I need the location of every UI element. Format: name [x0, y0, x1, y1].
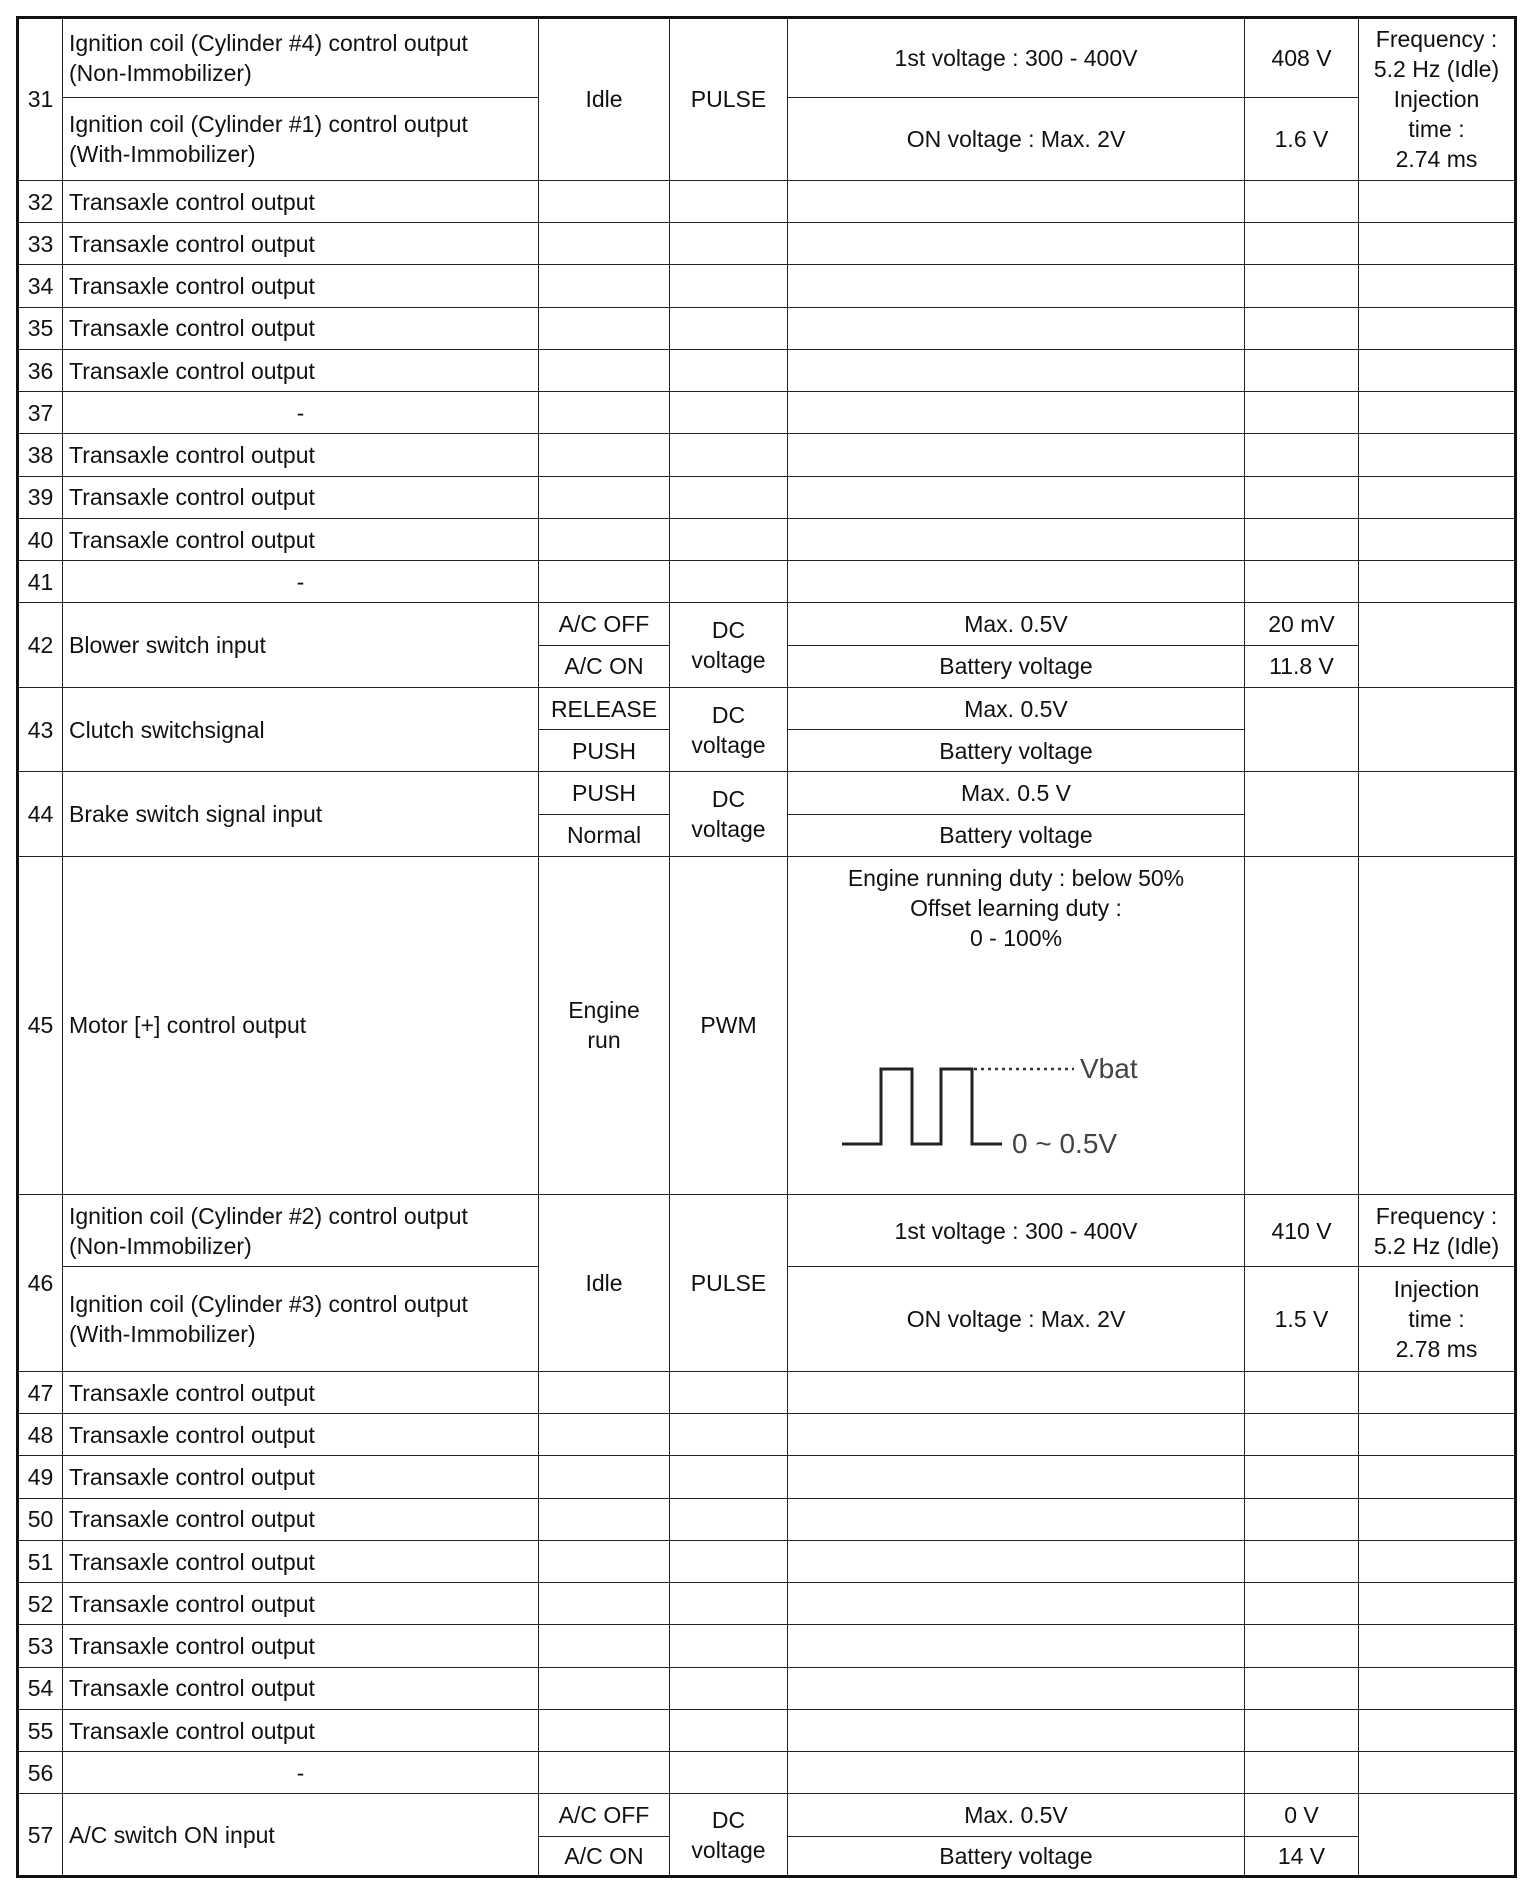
- test-result-cell: 1.6 V: [1245, 98, 1359, 180]
- table-row: [18, 307, 1516, 349]
- remark-line: 5.2 Hz (Idle): [1373, 56, 1500, 83]
- level-cell: [788, 1583, 1245, 1625]
- condition-cell: [539, 1583, 670, 1625]
- condition-cell: [539, 518, 670, 560]
- condition-cell: [539, 1625, 670, 1667]
- ecm-terminal-table: [16, 16, 1517, 1878]
- remark-cell: [1359, 1456, 1516, 1498]
- level-cell: [788, 1498, 1245, 1540]
- condition-cell: [539, 1371, 670, 1413]
- remark-cell: [1359, 687, 1516, 772]
- pin-number: 52: [18, 1583, 63, 1625]
- pin-number: 31: [18, 18, 63, 181]
- remark-cell: [1359, 1583, 1516, 1625]
- remark-cell: [1359, 434, 1516, 476]
- test-result-cell: 11.8 V: [1245, 645, 1359, 687]
- remark-cell: [1359, 1498, 1516, 1540]
- type-cell: [670, 561, 788, 603]
- table-row: [18, 1794, 1516, 1836]
- condition-cell: [539, 307, 670, 349]
- remark-line: time :: [1408, 1306, 1465, 1333]
- condition-cell: Idle: [539, 18, 670, 181]
- low-voltage-label: 0 ~ 0.5V: [1012, 1127, 1118, 1159]
- type-cell: [670, 476, 788, 518]
- level-cell: Max. 0.5V: [788, 1794, 1245, 1836]
- pin-number: 38: [18, 434, 63, 476]
- type-line: DC: [711, 617, 746, 644]
- remark-cell: [1359, 1267, 1516, 1372]
- remark-cell: [1359, 1625, 1516, 1667]
- table-row: [18, 1498, 1516, 1540]
- condition-cell: [539, 1667, 670, 1709]
- level-cell: Battery voltage: [788, 730, 1245, 772]
- remark-line: Injection: [1393, 86, 1480, 113]
- table-row: [18, 1456, 1516, 1498]
- type-cell: [670, 223, 788, 265]
- type-cell: [670, 1709, 788, 1751]
- test-result-cell: [1245, 1583, 1359, 1625]
- test-result-cell: [1245, 180, 1359, 222]
- table-row: [18, 392, 1516, 434]
- test-result-cell: [1245, 772, 1359, 857]
- pwm-waveform-line: [842, 1069, 1002, 1144]
- description-line: Ignition coil (Cylinder #4) control output: [69, 30, 468, 57]
- table-row: [18, 1752, 1516, 1794]
- level-cell: Max. 0.5 V: [788, 772, 1245, 814]
- type-cell: [670, 772, 788, 857]
- condition-cell: [539, 434, 670, 476]
- condition-cell: A/C OFF: [539, 603, 670, 645]
- condition-cell: [539, 856, 670, 1194]
- pin-description: Transaxle control output: [63, 349, 539, 391]
- description-line: Ignition coil (Cylinder #3) control output: [69, 1291, 468, 1318]
- pin-description: [63, 1194, 539, 1266]
- pin-number: 44: [18, 772, 63, 857]
- remark-cell: [1359, 561, 1516, 603]
- test-result-cell: [1245, 307, 1359, 349]
- description-line: (With-Immobilizer): [69, 1321, 256, 1348]
- pin-number: 42: [18, 603, 63, 688]
- type-cell: [670, 1625, 788, 1667]
- type-cell: [670, 349, 788, 391]
- pin-description: Blower switch input: [63, 603, 539, 688]
- test-result-cell: [1245, 1709, 1359, 1751]
- test-result-cell: [1245, 518, 1359, 560]
- remark-cell: [1359, 349, 1516, 391]
- table-row: [18, 518, 1516, 560]
- remark-cell: [1359, 1667, 1516, 1709]
- remark-cell: [1359, 18, 1516, 181]
- pin-description: -: [63, 561, 539, 603]
- condition-cell: RELEASE: [539, 687, 670, 729]
- type-cell: [670, 180, 788, 222]
- remark-cell: [1359, 1794, 1516, 1877]
- pin-number: 37: [18, 392, 63, 434]
- pin-number: 47: [18, 1371, 63, 1413]
- pin-description: Transaxle control output: [63, 1414, 539, 1456]
- remark-cell: [1359, 856, 1516, 1194]
- remark-cell: [1359, 603, 1516, 688]
- level-line: Engine running duty : below 50%: [847, 864, 1185, 891]
- test-result-cell: [1245, 476, 1359, 518]
- type-cell: PULSE: [670, 18, 788, 181]
- test-result-cell: [1245, 223, 1359, 265]
- table-row: [18, 1194, 1516, 1266]
- remark-line: 5.2 Hz (Idle): [1373, 1232, 1500, 1259]
- condition-line: run: [587, 1027, 621, 1054]
- remark-cell: [1359, 518, 1516, 560]
- pin-description: Transaxle control output: [63, 518, 539, 560]
- remark-cell: [1359, 1752, 1516, 1794]
- test-result-cell: 20 mV: [1245, 603, 1359, 645]
- level-cell: [788, 856, 1245, 1194]
- condition-cell: [539, 561, 670, 603]
- table-row: [18, 1625, 1516, 1667]
- type-cell: [670, 307, 788, 349]
- pin-number: 57: [18, 1794, 63, 1877]
- condition-cell: [539, 180, 670, 222]
- condition-cell: [539, 1540, 670, 1582]
- pin-description: Transaxle control output: [63, 434, 539, 476]
- type-cell: [670, 434, 788, 476]
- table-row: [18, 223, 1516, 265]
- type-line: voltage: [691, 816, 766, 843]
- type-line: voltage: [691, 647, 766, 674]
- table-row: [18, 603, 1516, 645]
- test-result-cell: [1245, 1625, 1359, 1667]
- remark-cell: [1359, 1540, 1516, 1582]
- remark-cell: [1359, 1414, 1516, 1456]
- condition-cell: [539, 1456, 670, 1498]
- pin-number: 50: [18, 1498, 63, 1540]
- table-row: [18, 1540, 1516, 1582]
- pwm-waveform-diagram: [794, 1053, 1239, 1163]
- remark-cell: [1359, 265, 1516, 307]
- condition-cell: PUSH: [539, 730, 670, 772]
- pin-description: Transaxle control output: [63, 1371, 539, 1413]
- pin-description: [63, 18, 539, 98]
- condition-cell: [539, 1709, 670, 1751]
- type-line: DC: [711, 1806, 746, 1833]
- test-result-cell: [1245, 1752, 1359, 1794]
- level-cell: 1st voltage : 300 - 400V: [788, 18, 1245, 98]
- condition-cell: [539, 1752, 670, 1794]
- level-cell: [788, 1371, 1245, 1413]
- pin-number: 41: [18, 561, 63, 603]
- pin-description: A/C switch ON input: [63, 1794, 539, 1877]
- table-row: [18, 476, 1516, 518]
- level-cell: ON voltage : Max. 2V: [788, 1267, 1245, 1372]
- condition-cell: [539, 265, 670, 307]
- condition-cell: Normal: [539, 814, 670, 856]
- pin-number: 49: [18, 1456, 63, 1498]
- table-row: [18, 1583, 1516, 1625]
- pin-number: 32: [18, 180, 63, 222]
- table-row: [18, 772, 1516, 814]
- description-line: (Non-Immobilizer): [69, 1232, 252, 1259]
- test-result-cell: [1245, 1371, 1359, 1413]
- table-row: [18, 1414, 1516, 1456]
- pin-description: -: [63, 1752, 539, 1794]
- description-line: (Non-Immobilizer): [69, 60, 252, 87]
- pin-description: Transaxle control output: [63, 1583, 539, 1625]
- table-row: [18, 561, 1516, 603]
- level-cell: [788, 180, 1245, 222]
- level-cell: Battery voltage: [788, 1836, 1245, 1876]
- level-cell: Battery voltage: [788, 814, 1245, 856]
- remark-cell: [1359, 307, 1516, 349]
- pin-number: 53: [18, 1625, 63, 1667]
- level-cell: [788, 1625, 1245, 1667]
- condition-cell: [539, 476, 670, 518]
- table-row: [18, 265, 1516, 307]
- level-cell: [788, 307, 1245, 349]
- type-cell: [670, 687, 788, 772]
- level-line: 0 - 100%: [969, 924, 1063, 951]
- pin-description: -: [63, 392, 539, 434]
- level-cell: [788, 1456, 1245, 1498]
- type-line: voltage: [691, 1836, 766, 1863]
- remark-cell: [1359, 772, 1516, 857]
- remark-cell: [1359, 1709, 1516, 1751]
- level-cell: 1st voltage : 300 - 400V: [788, 1194, 1245, 1266]
- type-line: voltage: [691, 731, 766, 758]
- test-result-cell: [1245, 1456, 1359, 1498]
- level-cell: [788, 518, 1245, 560]
- pin-description: Transaxle control output: [63, 1667, 539, 1709]
- test-result-cell: 410 V: [1245, 1194, 1359, 1266]
- description-line: (With-Immobilizer): [69, 141, 256, 168]
- condition-line: Engine: [568, 997, 640, 1024]
- remark-cell: [1359, 1194, 1516, 1266]
- level-cell: ON voltage : Max. 2V: [788, 98, 1245, 180]
- pin-number: 34: [18, 265, 63, 307]
- pin-description: Transaxle control output: [63, 1625, 539, 1667]
- level-cell: Max. 0.5V: [788, 687, 1245, 729]
- table-row: [18, 1667, 1516, 1709]
- condition-cell: PUSH: [539, 772, 670, 814]
- pin-number: 43: [18, 687, 63, 772]
- pin-description: Transaxle control output: [63, 223, 539, 265]
- test-result-cell: [1245, 434, 1359, 476]
- type-line: DC: [711, 701, 746, 728]
- test-result-cell: [1245, 687, 1359, 772]
- level-cell: [788, 434, 1245, 476]
- pin-description: Transaxle control output: [63, 1709, 539, 1751]
- table-row: [18, 18, 1516, 98]
- level-cell: [788, 1540, 1245, 1582]
- description-line: Ignition coil (Cylinder #2) control output: [69, 1202, 468, 1229]
- condition-cell: Idle: [539, 1194, 670, 1371]
- level-cell: [788, 1667, 1245, 1709]
- pin-description: Transaxle control output: [63, 1498, 539, 1540]
- test-result-cell: [1245, 561, 1359, 603]
- remark-cell: [1359, 476, 1516, 518]
- pin-description: [63, 98, 539, 180]
- type-cell: [670, 1498, 788, 1540]
- type-cell: [670, 1456, 788, 1498]
- type-cell: [670, 1414, 788, 1456]
- test-result-cell: [1245, 392, 1359, 434]
- level-cell: [788, 476, 1245, 518]
- pin-number: 46: [18, 1194, 63, 1371]
- type-cell: [670, 1540, 788, 1582]
- pin-description: [63, 1267, 539, 1372]
- pin-number: 39: [18, 476, 63, 518]
- test-result-cell: 408 V: [1245, 18, 1359, 98]
- type-cell: [670, 603, 788, 688]
- level-cell: [788, 561, 1245, 603]
- test-result-cell: [1245, 856, 1359, 1194]
- test-result-cell: [1245, 1414, 1359, 1456]
- remark-line: 2.78 ms: [1395, 1336, 1478, 1363]
- condition-cell: [539, 223, 670, 265]
- type-line: DC: [711, 786, 746, 813]
- condition-cell: [539, 392, 670, 434]
- test-result-cell: 1.5 V: [1245, 1267, 1359, 1372]
- type-cell: [670, 1667, 788, 1709]
- type-cell: [670, 1752, 788, 1794]
- remark-line: time :: [1408, 116, 1465, 143]
- level-cell: [788, 1414, 1245, 1456]
- test-result-cell: [1245, 265, 1359, 307]
- level-cell: [788, 1709, 1245, 1751]
- test-result-cell: 0 V: [1245, 1794, 1359, 1836]
- pin-description: Transaxle control output: [63, 1456, 539, 1498]
- table-row: [18, 1709, 1516, 1751]
- type-cell: PULSE: [670, 1194, 788, 1371]
- pin-description: Clutch switchsignal: [63, 687, 539, 772]
- level-cell: Battery voltage: [788, 645, 1245, 687]
- remark-cell: [1359, 223, 1516, 265]
- remark-cell: [1359, 180, 1516, 222]
- pin-description: Transaxle control output: [63, 180, 539, 222]
- test-result-cell: [1245, 1540, 1359, 1582]
- pin-number: 36: [18, 349, 63, 391]
- pin-number: 51: [18, 1540, 63, 1582]
- test-result-cell: [1245, 349, 1359, 391]
- pin-number: 45: [18, 856, 63, 1194]
- description-line: Ignition coil (Cylinder #1) control output: [69, 111, 468, 138]
- test-result-cell: [1245, 1498, 1359, 1540]
- pin-description: Transaxle control output: [63, 476, 539, 518]
- condition-cell: A/C OFF: [539, 1794, 670, 1836]
- remark-cell: [1359, 1371, 1516, 1413]
- type-cell: PWM: [670, 856, 788, 1194]
- table-row: [18, 434, 1516, 476]
- pin-number: 48: [18, 1414, 63, 1456]
- condition-cell: [539, 349, 670, 391]
- pin-number: 35: [18, 307, 63, 349]
- test-result-cell: [1245, 1667, 1359, 1709]
- remark-line: Injection: [1393, 1276, 1480, 1303]
- level-cell: [788, 1752, 1245, 1794]
- test-result-cell: 14 V: [1245, 1836, 1359, 1876]
- table-row: [18, 1371, 1516, 1413]
- condition-cell: A/C ON: [539, 1836, 670, 1876]
- pin-description: Motor [+] control output: [63, 856, 539, 1194]
- level-cell: [788, 349, 1245, 391]
- type-cell: [670, 518, 788, 560]
- remark-line: 2.74 ms: [1395, 146, 1478, 173]
- condition-cell: [539, 1498, 670, 1540]
- level-cell: Max. 0.5V: [788, 603, 1245, 645]
- table-row: [18, 349, 1516, 391]
- remark-cell: [1359, 392, 1516, 434]
- level-cell: [788, 223, 1245, 265]
- level-cell: [788, 265, 1245, 307]
- pin-number: 55: [18, 1709, 63, 1751]
- pin-description: Transaxle control output: [63, 1540, 539, 1582]
- type-cell: [670, 1583, 788, 1625]
- pin-number: 54: [18, 1667, 63, 1709]
- level-line: Offset learning duty :: [910, 894, 1122, 921]
- remark-line: Frequency :: [1375, 26, 1498, 53]
- type-cell: [670, 265, 788, 307]
- table-row: [18, 687, 1516, 729]
- pin-description: Transaxle control output: [63, 307, 539, 349]
- pin-description: Brake switch signal input: [63, 772, 539, 857]
- condition-cell: [539, 1414, 670, 1456]
- type-cell: [670, 1794, 788, 1877]
- pin-number: 33: [18, 223, 63, 265]
- pin-number: 40: [18, 518, 63, 560]
- type-cell: [670, 392, 788, 434]
- condition-cell: A/C ON: [539, 645, 670, 687]
- remark-line: Frequency :: [1375, 1202, 1498, 1229]
- vbat-label: Vbat: [1080, 1052, 1138, 1084]
- type-cell: [670, 1371, 788, 1413]
- pin-number: 56: [18, 1752, 63, 1794]
- level-cell: [788, 392, 1245, 434]
- pin-description: Transaxle control output: [63, 265, 539, 307]
- table-row: [18, 180, 1516, 222]
- table-row: [18, 856, 1516, 1194]
